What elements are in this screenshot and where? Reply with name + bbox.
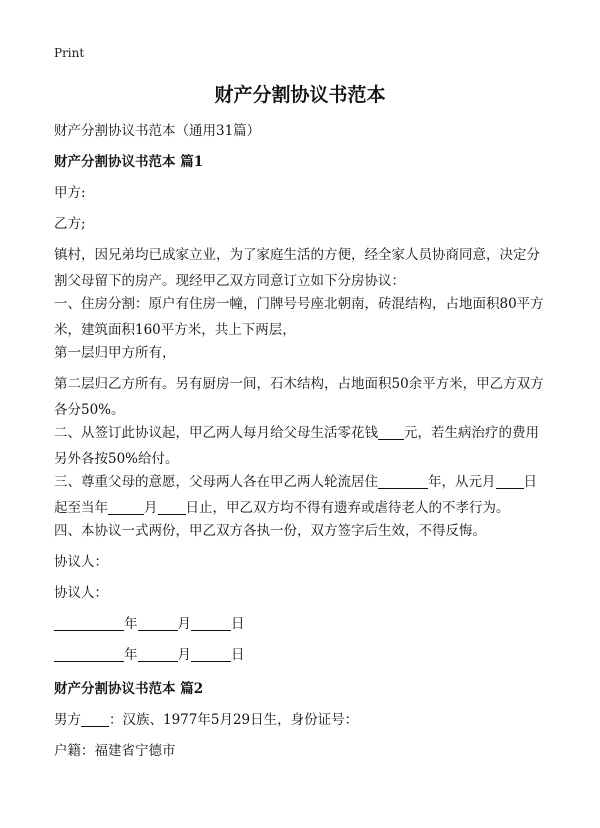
clause-3-text-d: 起至当年 <box>54 500 108 516</box>
clause-3 <box>54 469 550 521</box>
day-blank <box>191 645 231 662</box>
page-title: 财产分割协议书范本 <box>214 84 386 106</box>
date-line-2 <box>54 642 550 668</box>
party-b-label: 乙方; <box>54 216 86 232</box>
start-day-blank <box>496 472 524 489</box>
clause-1-second-floor-line-1: 第二层归乙方所有。另有厨房一间，石木结构，占地面积50余平方米，甲乙方双方 <box>54 376 544 392</box>
male-party-details: ：汉族、1977年5月29日生，身份证号： <box>109 712 359 728</box>
intro-paragraph <box>54 242 550 294</box>
years-blank <box>378 472 428 489</box>
year-label: 年 <box>124 647 138 663</box>
amount-blank <box>378 423 404 440</box>
clause-3-line-1 <box>54 469 550 495</box>
clause-1-second-floor <box>54 371 550 423</box>
clause-4: 四、本协议一式两份，甲乙双方各执一份，双方签字后生效，不得反悔。 <box>54 523 486 539</box>
year-label: 年 <box>124 616 138 632</box>
intro-line-1: 镇村，因兄弟均已成家立业，为了家庭生活的方便，经全家人员协商同意，决定分 <box>54 247 540 263</box>
male-name-blank <box>81 710 109 727</box>
day-label: 日 <box>231 647 245 663</box>
clause-1-first-floor: 第一层归甲方所有， <box>54 345 176 361</box>
clause-3-text-a: 三、尊重父母的意愿，父母两人各在甲乙两人轮流居住 <box>54 474 378 490</box>
clause-3-text-e: 月 <box>144 500 158 516</box>
month-label: 月 <box>177 647 191 663</box>
year-blank <box>54 645 124 662</box>
clause-3-text-b: 年，从元月 <box>428 474 496 490</box>
signer-1-label: 协议人： <box>54 554 108 570</box>
month-blank <box>138 645 178 662</box>
section-2-heading: 财产分割协议书范本 篇2 <box>54 681 204 697</box>
signer-2-label: 协议人： <box>54 585 108 601</box>
month-blank <box>138 614 178 631</box>
end-day-blank <box>158 498 186 515</box>
section-1-heading: 财产分割协议书范本 篇1 <box>54 154 204 170</box>
clause-2-line-2: 另外各按50%给付。 <box>54 451 179 467</box>
male-party-label: 男方 <box>54 712 81 728</box>
hukou-line: 户籍：福建省宁德市 <box>54 743 176 759</box>
date-line-1 <box>54 611 550 637</box>
clause-1-second-floor-line-2: 各分50%。 <box>54 402 125 418</box>
document-subtitle: 财产分割协议书范本（通用31篇） <box>54 123 261 139</box>
clause-3-text-c: 日 <box>523 474 537 490</box>
end-month-blank <box>108 498 144 515</box>
clause-2-line-1 <box>54 420 550 446</box>
year-blank <box>54 614 124 631</box>
clause-2 <box>54 420 550 472</box>
clause-3-text-f: 日止，甲乙双方均不得有遗弃或虐待老人的不孝行为。 <box>185 500 510 516</box>
intro-line-2: 割父母留下的房产。现经甲乙双方同意订立如下分房协议： <box>54 273 405 289</box>
clause-1 <box>54 291 550 343</box>
month-label: 月 <box>177 616 191 632</box>
day-blank <box>191 614 231 631</box>
clause-2-text-a: 二、从签订此协议起，甲乙两人每月给父母生活零花钱 <box>54 425 378 441</box>
day-label: 日 <box>231 616 245 632</box>
party-a-label: 甲方: <box>54 185 86 201</box>
print-link[interactable]: Print <box>54 46 85 60</box>
clause-1-line-1: 一、住房分割：原户有住房一幢，门牌号号座北朝南，砖混结构，占地面积80平方 <box>54 296 544 312</box>
clause-1-line-2: 米，建筑面积160平方米，共上下两层， <box>54 322 296 338</box>
clause-2-text-b: 元，若生病治疗的费用 <box>404 425 539 441</box>
male-party-line <box>54 707 550 733</box>
